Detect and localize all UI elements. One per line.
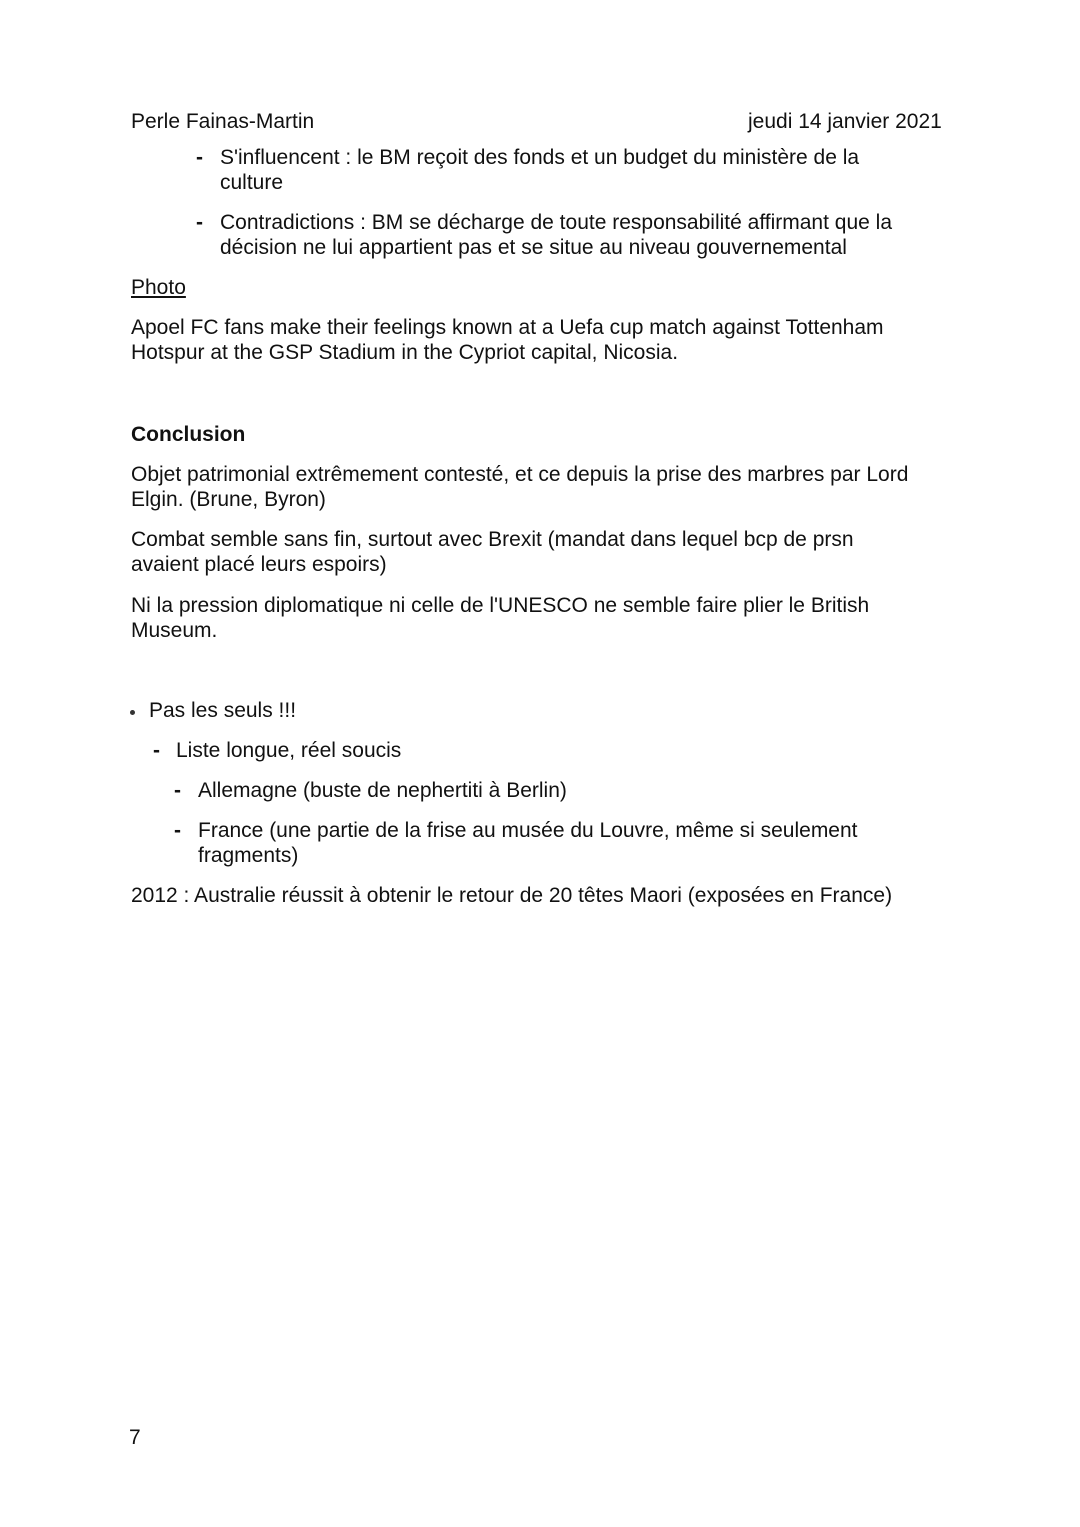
photo-heading: Photo — [131, 276, 186, 299]
list-item-line: culture — [220, 171, 284, 194]
paragraph-line: Elgin. (Brune, Byron) — [131, 488, 326, 511]
author-name: Perle Fainas-Martin — [131, 110, 315, 133]
bullet-item: Pas les seuls !!! — [149, 699, 297, 722]
list-item-line: Contradictions : BM se décharge de toute responsabilité affirmant que la — [220, 211, 892, 234]
paragraph-line: 2012 : Australie réussit à obtenir le retour de 20 têtes Maori (exposées en France) — [131, 884, 893, 907]
paragraph-line: Objet patrimonial extrêmement contesté, et ce depuis la prise des marbres par Lord — [131, 463, 909, 486]
conclusion-heading: Conclusion — [131, 423, 246, 446]
sub-list-item: Liste longue, réel soucis — [176, 739, 402, 762]
sub-sub-list-item: fragments) — [198, 844, 299, 867]
page-number: 7 — [129, 1426, 141, 1449]
bullet-marker — [130, 710, 135, 715]
paragraph-line: Combat semble sans fin, surtout avec Brexit (mandat dans lequel bcp de prsn — [131, 528, 854, 551]
list-item-line: S'influencent : le BM reçoit des fonds et un budget du ministère de la — [220, 146, 860, 169]
dash-marker: - — [196, 211, 203, 234]
dash-marker: - — [174, 819, 181, 842]
sub-sub-list-item: France (une partie de la frise au musée du Louvre, même si seulement — [198, 819, 858, 842]
sub-sub-list-item: Allemagne (buste de nephertiti à Berlin) — [198, 779, 567, 802]
photo-caption-line: Apoel FC fans make their feelings known at a Uefa cup match against Tottenham — [131, 316, 884, 339]
paragraph-line: Ni la pression diplomatique ni celle de l'UNESCO ne semble faire plier le British — [131, 594, 870, 617]
paragraph-line: Museum. — [131, 619, 218, 642]
dash-marker: - — [174, 779, 181, 802]
dash-marker: - — [153, 739, 160, 762]
paragraph-line: avaient placé leurs espoirs) — [131, 553, 387, 576]
list-item-line: décision ne lui appartient pas et se situe au niveau gouvernemental — [220, 236, 847, 259]
document-date: jeudi 14 janvier 2021 — [748, 110, 942, 133]
dash-marker: - — [196, 146, 203, 169]
photo-caption-line: Hotspur at the GSP Stadium in the Cypriot capital, Nicosia. — [131, 341, 679, 364]
